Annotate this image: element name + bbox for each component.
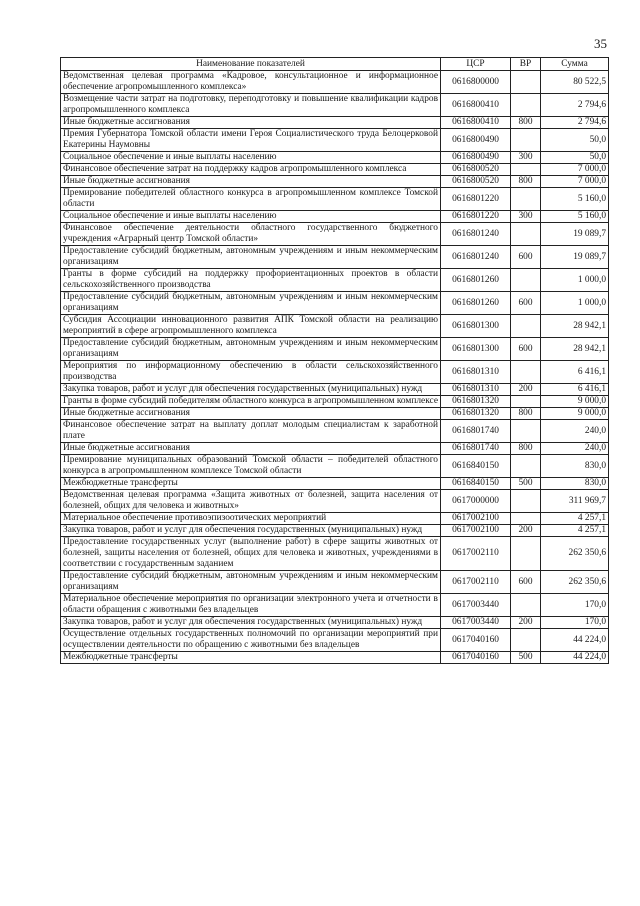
row-name: Социальное обеспечение и иные выплаты населению: [61, 211, 441, 223]
row-vr: [511, 361, 541, 384]
row-csr: 0616801310: [441, 384, 511, 396]
row-csr: 0617002110: [441, 571, 511, 594]
row-vr: 800: [511, 443, 541, 455]
row-name: Ведомственная целевая программа «Кадровое, консультационное и информационное обеспечение агропромышленного комплекса»: [61, 71, 441, 94]
header-csr: ЦСР: [441, 58, 511, 71]
row-csr: 0616801220: [441, 188, 511, 211]
row-name: Иные бюджетные ассигнования: [61, 443, 441, 455]
table-row: [61, 223, 609, 246]
row-name: Гранты в форме субсидий на поддержку профориентационных проектов в области сельскохозяйственного производства: [61, 269, 441, 292]
row-csr: 0616840150: [441, 455, 511, 478]
row-csr: 0616800520: [441, 164, 511, 176]
row-csr: 0616800000: [441, 71, 511, 94]
row-csr: 0616800490: [441, 129, 511, 152]
row-name: Субсидия Ассоциации инновационного развития АПК Томской области на реализацию мероприятий в сфере агропромышленного комплекса: [61, 315, 441, 338]
row-name: Иные бюджетные ассигнования: [61, 117, 441, 129]
row-sum: 240,0: [541, 443, 609, 455]
row-vr: 200: [511, 525, 541, 537]
row-sum: 5 160,0: [541, 211, 609, 223]
header-name: Наименование показателей: [61, 58, 441, 71]
table-row: [61, 617, 609, 629]
row-name: Межбюджетные трансферты: [61, 478, 441, 490]
row-name: Закупка товаров, работ и услуг для обеспечения государственных (муниципальных) нужд: [61, 525, 441, 537]
header-sum: Сумма: [541, 58, 609, 71]
row-csr: 0616801220: [441, 211, 511, 223]
row-name: Предоставление государственных услуг (выполнение работ) в сфере защиты животных от болезней, защиты населения от болезней, общих для человека и животных, учреждениями в соответствии с государственным заданием: [61, 537, 441, 571]
row-vr: [511, 629, 541, 652]
row-sum: 9 000,0: [541, 408, 609, 420]
row-name: Финансовое обеспечение затрат на поддержку кадров агропромышленного комплекса: [61, 164, 441, 176]
row-csr: 0616801740: [441, 420, 511, 443]
row-vr: [511, 94, 541, 117]
row-csr: 0616800520: [441, 176, 511, 188]
budget-table: [60, 57, 609, 664]
table-row: [61, 315, 609, 338]
header-vr: ВР: [511, 58, 541, 71]
row-csr: 0616801260: [441, 292, 511, 315]
row-csr: 0616801320: [441, 408, 511, 420]
row-sum: 830,0: [541, 455, 609, 478]
row-sum: 50,0: [541, 152, 609, 164]
row-sum: 1 000,0: [541, 292, 609, 315]
row-vr: [511, 594, 541, 617]
row-name: Возмещение части затрат на подготовку, переподготовку и повышение квалификации кадров агропромышленного комплекса: [61, 94, 441, 117]
row-vr: [511, 537, 541, 571]
row-csr: 0616801310: [441, 361, 511, 384]
table-row: [61, 94, 609, 117]
row-name: Гранты в форме субсидий победителям областного конкурса в агропромышленном комплексе: [61, 396, 441, 408]
row-csr: 0616801240: [441, 246, 511, 269]
row-sum: 262 350,6: [541, 571, 609, 594]
row-vr: [511, 129, 541, 152]
row-vr: [511, 513, 541, 525]
row-name: Ведомственная целевая программа «Защита животных от болезней, защита населения от болезней, общих для человека и животных»: [61, 490, 441, 513]
row-name: Материальное обеспечение противоэпизоотических мероприятий: [61, 513, 441, 525]
row-name: Иные бюджетные ассигнования: [61, 176, 441, 188]
table-row: [61, 188, 609, 211]
row-sum: 262 350,6: [541, 537, 609, 571]
row-vr: [511, 269, 541, 292]
row-vr: 300: [511, 211, 541, 223]
row-sum: 240,0: [541, 420, 609, 443]
row-sum: 2 794,6: [541, 94, 609, 117]
row-csr: 0616801260: [441, 269, 511, 292]
row-vr: 600: [511, 292, 541, 315]
row-name: Премирование победителей областного конкурса в агропромышленном комплексе Томской области: [61, 188, 441, 211]
table-row: [61, 338, 609, 361]
table-row: [61, 246, 609, 269]
table-row: [61, 594, 609, 617]
row-vr: [511, 71, 541, 94]
row-vr: [511, 455, 541, 478]
row-sum: 5 160,0: [541, 188, 609, 211]
row-sum: 170,0: [541, 594, 609, 617]
table-row: [61, 478, 609, 490]
table-row: [61, 525, 609, 537]
row-vr: [511, 188, 541, 211]
row-sum: 170,0: [541, 617, 609, 629]
row-name: Межбюджетные трансферты: [61, 652, 441, 664]
table-row: [61, 490, 609, 513]
table-row: [61, 176, 609, 188]
row-sum: 28 942,1: [541, 315, 609, 338]
row-name: Закупка товаров, работ и услуг для обеспечения государственных (муниципальных) нужд: [61, 384, 441, 396]
row-csr: 0616800490: [441, 152, 511, 164]
row-csr: 0617002100: [441, 513, 511, 525]
table-row: [61, 71, 609, 94]
row-csr: 0616801300: [441, 315, 511, 338]
row-sum: 6 416,1: [541, 361, 609, 384]
row-name: Предоставление субсидий бюджетным, автономным учреждениям и иным некоммерческим организациям: [61, 571, 441, 594]
table-row: [61, 513, 609, 525]
row-sum: 19 089,7: [541, 246, 609, 269]
row-sum: 28 942,1: [541, 338, 609, 361]
row-sum: 4 257,1: [541, 525, 609, 537]
row-name: Предоставление субсидий бюджетным, автономным учреждениям и иным некоммерческим организациям: [61, 246, 441, 269]
row-name: Предоставление субсидий бюджетным, автономным учреждениям и иным некоммерческим организациям: [61, 292, 441, 315]
row-sum: 44 224,0: [541, 652, 609, 664]
row-vr: [511, 490, 541, 513]
row-csr: 0617040160: [441, 629, 511, 652]
table-row: [61, 571, 609, 594]
table-row: [61, 292, 609, 315]
table-row: [61, 384, 609, 396]
row-name: Закупка товаров, работ и услуг для обеспечения государственных (муниципальных) нужд: [61, 617, 441, 629]
row-vr: 800: [511, 117, 541, 129]
table-row: [61, 537, 609, 571]
row-name: Предоставление субсидий бюджетным, автономным учреждениям и иным некоммерческим организациям: [61, 338, 441, 361]
row-csr: 0617003440: [441, 594, 511, 617]
row-csr: 0616840150: [441, 478, 511, 490]
table-row: [61, 152, 609, 164]
row-name: Материальное обеспечение мероприятия по организации электронного учета и отчетности в области обращения с животными без владельцев: [61, 594, 441, 617]
table-row: [61, 117, 609, 129]
table-row: [61, 652, 609, 664]
row-vr: 500: [511, 478, 541, 490]
row-sum: 44 224,0: [541, 629, 609, 652]
row-csr: 0616800410: [441, 117, 511, 129]
row-sum: 9 000,0: [541, 396, 609, 408]
row-vr: 500: [511, 652, 541, 664]
table-row: [61, 396, 609, 408]
row-vr: 300: [511, 152, 541, 164]
row-csr: 0617000000: [441, 490, 511, 513]
row-sum: 2 794,6: [541, 117, 609, 129]
row-vr: 600: [511, 246, 541, 269]
row-csr: 0616801320: [441, 396, 511, 408]
row-vr: [511, 223, 541, 246]
row-vr: [511, 164, 541, 176]
row-vr: [511, 396, 541, 408]
row-name: Премирование муниципальных образований Томской области – победителей областного конкурса в агропромышленном комплексе Томской области: [61, 455, 441, 478]
table-row: [61, 129, 609, 152]
row-csr: 0616801300: [441, 338, 511, 361]
row-vr: 200: [511, 617, 541, 629]
row-csr: 0617003440: [441, 617, 511, 629]
row-vr: 600: [511, 571, 541, 594]
table-row: [61, 211, 609, 223]
table-row: [61, 629, 609, 652]
row-sum: 7 000,0: [541, 176, 609, 188]
row-name: Иные бюджетные ассигнования: [61, 408, 441, 420]
row-name: Осуществление отдельных государственных полномочий по организации мероприятий при осуществлении деятельности по обращению с животными без владельцев: [61, 629, 441, 652]
page-number: 35: [594, 36, 607, 51]
table-row: [61, 269, 609, 292]
row-vr: 600: [511, 338, 541, 361]
row-name: Финансовое обеспечение затрат на выплату доплат молодым специалистам к заработной плате: [61, 420, 441, 443]
table-row: [61, 361, 609, 384]
table-row: [61, 164, 609, 176]
row-sum: 1 000,0: [541, 269, 609, 292]
row-sum: 7 000,0: [541, 164, 609, 176]
row-vr: 200: [511, 384, 541, 396]
row-sum: 50,0: [541, 129, 609, 152]
row-csr: 0616800410: [441, 94, 511, 117]
row-csr: 0617002100: [441, 525, 511, 537]
row-name: Премия Губернатора Томской области имени Героя Социалистического труда Белоцерковой Екатерины Наумовны: [61, 129, 441, 152]
row-csr: 0616801240: [441, 223, 511, 246]
row-sum: 80 522,5: [541, 71, 609, 94]
table-row: [61, 455, 609, 478]
table-row: [61, 420, 609, 443]
row-sum: 830,0: [541, 478, 609, 490]
table-row: [61, 408, 609, 420]
row-vr: [511, 420, 541, 443]
row-name: Мероприятия по информационному обеспечению в области сельскохозяйственного производства: [61, 361, 441, 384]
row-vr: 800: [511, 176, 541, 188]
row-name: Финансовое обеспечение деятельности областного государственного бюджетного учреждения «Аграрный центр Томской области»: [61, 223, 441, 246]
row-sum: 311 969,7: [541, 490, 609, 513]
row-vr: 800: [511, 408, 541, 420]
table-header-row: [61, 58, 609, 71]
row-sum: 4 257,1: [541, 513, 609, 525]
row-sum: 6 416,1: [541, 384, 609, 396]
table-row: [61, 443, 609, 455]
row-csr: 0617002110: [441, 537, 511, 571]
row-name: Социальное обеспечение и иные выплаты населению: [61, 152, 441, 164]
row-csr: 0616801740: [441, 443, 511, 455]
row-sum: 19 089,7: [541, 223, 609, 246]
table-body: [61, 71, 609, 664]
row-vr: [511, 315, 541, 338]
row-csr: 0617040160: [441, 652, 511, 664]
